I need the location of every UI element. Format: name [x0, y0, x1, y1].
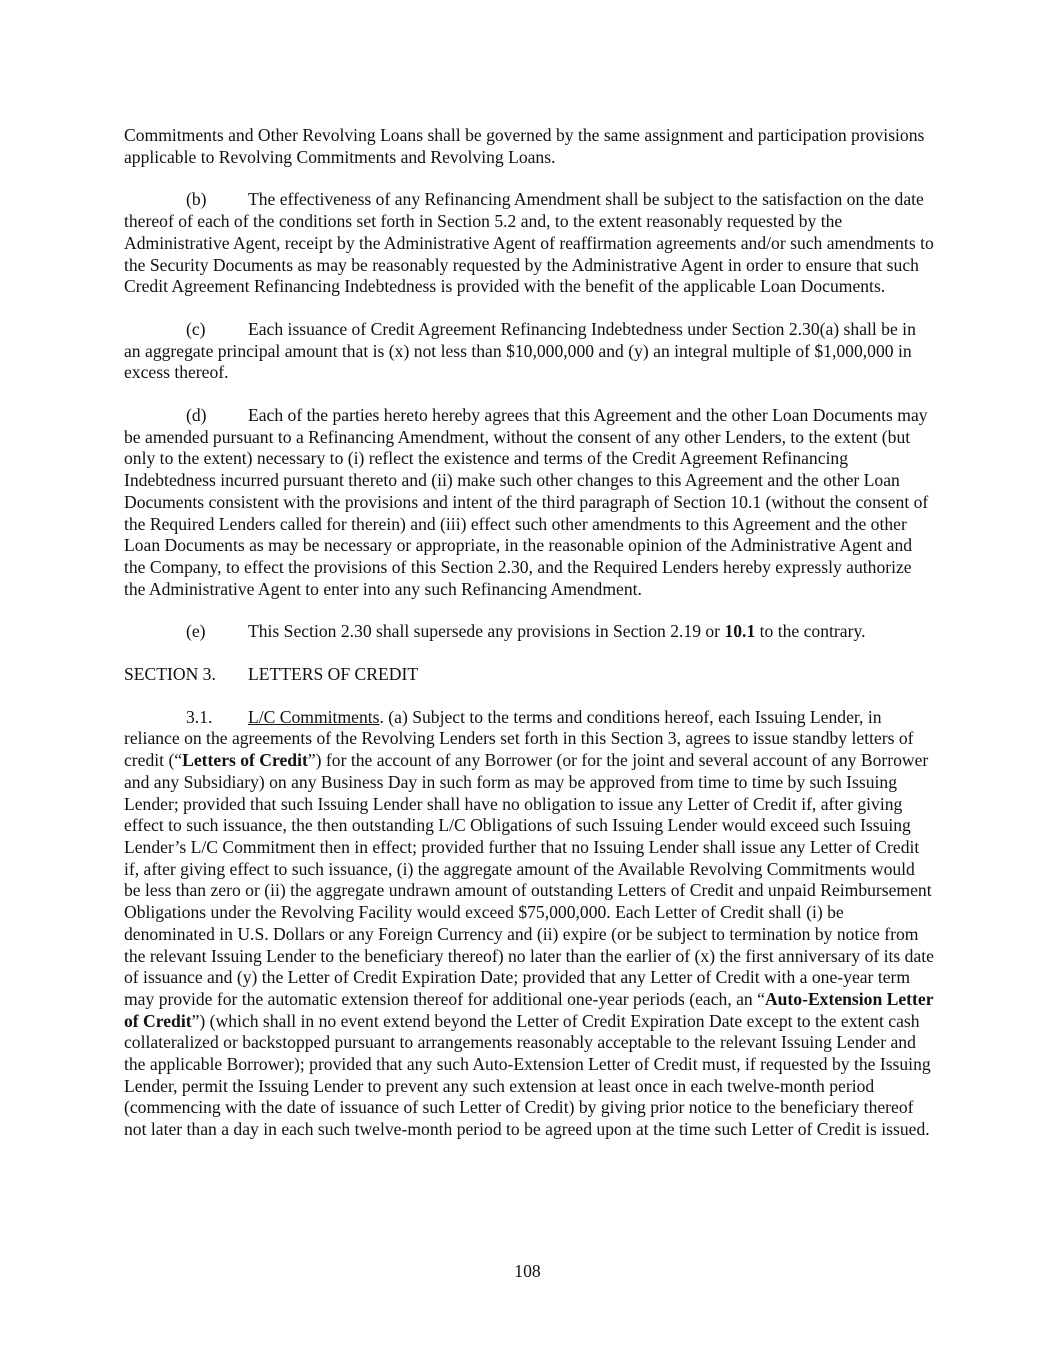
paragraph-d-label: (d) [186, 405, 207, 426]
paragraph-c-label: (c) [186, 318, 206, 339]
paragraph-3-1-text-3: ”) (which shall in no event extend beyond the Letter of Credit Expiration Date except to the extent cash collateralized or backstopped pursuant to arrangements reasonably acceptable to the relevant Issuing Lender and the applicable Borrower); provided that any such Auto-Extension Letter of Credit must, if requested by the Issuing Lender, permit the Issuing Lender to prevent any such extension at least once in each twelve-month period (commencing with the date of issuance of such Letter of Credit) by giving prior notice to the beneficiary thereof not later than a day in each such twelve-month period to be agreed upon at the time such Letter of Credit is issued. [124, 1010, 931, 1140]
paragraph-e-label: (e) [186, 621, 206, 642]
paragraph-d-text: Each of the parties hereto hereby agrees that this Agreement and the other Loan Documents may be amended pursuant to a Refinancing Amendment, without the consent of any other Lenders, to the extent (but only to the extent) necessary to (i) reflect the existence and terms of the Credit Agreement Refinancing Indebtedness incurred pursuant thereto and (ii) make such other changes to this Agreement and the other Loan Documents consistent with the provisions and intent of the third paragraph of Section 10.1 (without the consent of the Required Lenders called for therein) and (iii) effect such other amendments to this Agreement and the other Loan Documents as may be necessary or appropriate, in the reasonable opinion of the Administrative Agent and the Company, to effect the provisions of this Section 2.30, and the Required Lenders hereby expressly authorize the Administrative Agent to enter into any such Refinancing Amendment. [124, 405, 929, 599]
page-number: 108 [514, 1261, 541, 1281]
defined-term-auto-extension: Auto-Extension Letter of Credit [124, 988, 934, 1031]
paragraph-d [124, 405, 934, 600]
paragraph-c [124, 319, 934, 384]
paragraph-3-1-text-1: . (a) Subject to the terms and conditions hereof, each Issuing Lender, in reliance on the agreements of the Revolving Lenders set forth in this Section 3, agrees to issue standby letters of credit (“ [124, 706, 914, 771]
document-body [124, 125, 934, 1162]
section-3-number: SECTION 3. [124, 664, 216, 685]
section-3-heading [124, 664, 934, 686]
paragraph-e [124, 621, 934, 643]
paragraph-c-text: Each issuance of Credit Agreement Refinancing Indebtedness under Section 2.30(a) shall be in an aggregate principal amount that is (x) not less than $10,000,000 and (y) an integral multiple of $1,000,000 in excess thereof. [124, 318, 916, 383]
paragraph-3-1-text-2: ”) for the account of any Borrower (or for the joint and several account of any Borrower and any Subsidiary) on any Business Day in such form as may be approved from time to time by such Issuing Lender; provided that such Issuing Lender shall have no obligation to issue any Letter of Credit if, after giving effect to such issuance, the then outstanding L/C Obligations of such Issuing Lender would exceed such Issuing Lender’s L/C Commitment then in effect; provided further that no Issuing Lender shall issue any Letter of Credit if, after giving effect to such issuance, (i) the aggregate amount of the Available Revolving Commitments would be less than zero or (ii) the aggregate undrawn amount of outstanding Letters of Credit and unpaid Reimbursement Obligations under the Revolving Facility would exceed $75,000,000. Each Letter of Credit shall (i) be denominated in U.S. Dollars or any Foreign Currency and (ii) expire (or be subject to termination by notice from the relevant Issuing Lender to the beneficiary thereof) no later than the earlier of (x) the first anniversary of its date of issuance and (y) the Letter of Credit Expiration Date; provided that any Letter of Credit with a one-year term may provide for the automatic extension thereof for additional one-year periods (each, an “ [124, 750, 934, 1009]
paragraph-3-1 [124, 707, 934, 1141]
section-3-title: LETTERS OF CREDIT [248, 664, 419, 685]
paragraph-3-1-number: 3.1. [186, 706, 213, 727]
paragraph-e-text-after: to the contrary. [755, 621, 866, 642]
paragraph-b-text: The effectiveness of any Refinancing Amendment shall be subject to the satisfaction on the date thereof of each of the conditions set forth in Section 5.2 and, to the extent reasonably requested by the Administrative Agent, receipt by the Administrative Agent of reaffirmation agreements and/or such amendments to the Security Documents as may be reasonably requested by the Administrative Agent in order to ensure that such Credit Agreement Refinancing Indebtedness is provided with the benefit of the applicable Loan Documents. [124, 189, 934, 297]
paragraph-a-continuation [124, 125, 934, 168]
paragraph-a-text: Commitments and Other Revolving Loans shall be governed by the same assignment and participation provisions applicable to Revolving Commitments and Revolving Loans. [124, 125, 925, 167]
paragraph-e-text-before: This Section 2.30 shall supersede any provisions in Section 2.19 or [248, 621, 725, 642]
defined-term-letters-of-credit: Letters of Credit [182, 750, 308, 771]
paragraph-b [124, 189, 934, 298]
paragraph-3-1-heading: L/C Commitments [248, 706, 380, 727]
paragraph-e-bold-ref: 10.1 [724, 621, 756, 642]
paragraph-b-label: (b) [186, 189, 207, 210]
